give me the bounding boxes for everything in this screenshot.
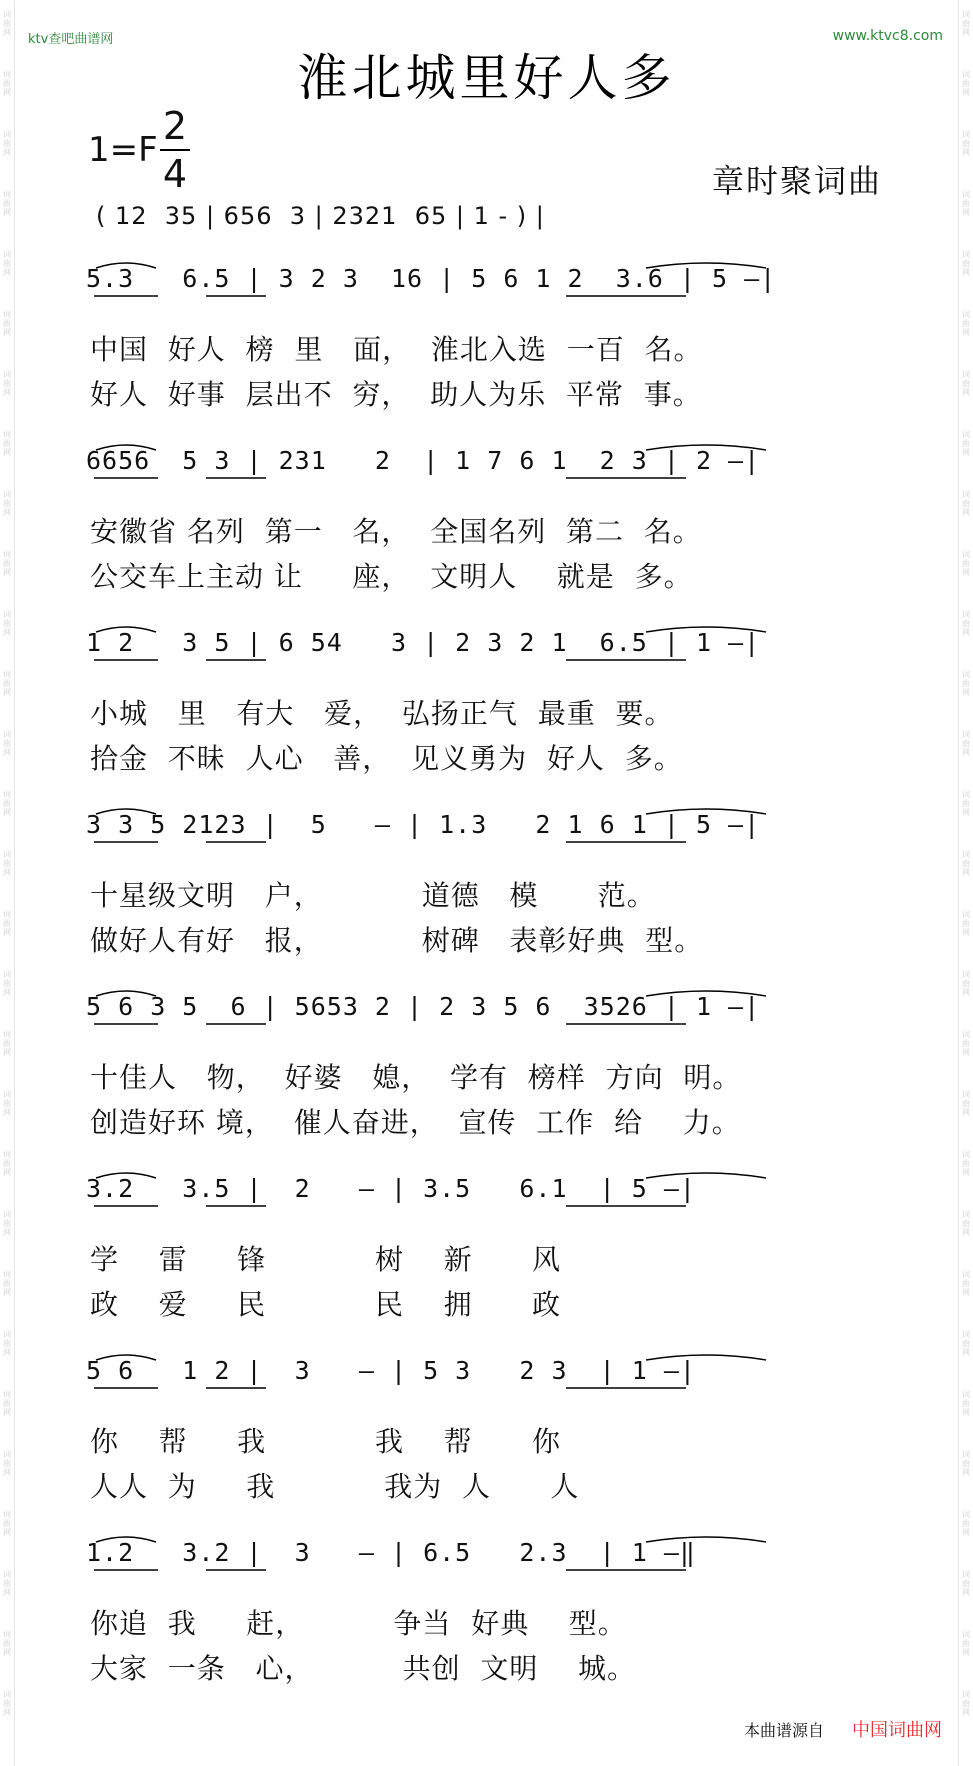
watermark-stamp: 词曲网 (3, 1630, 11, 1657)
watermark-stamp: 词曲网 (3, 1690, 11, 1717)
watermark-stamp: 词曲网 (962, 1090, 970, 1117)
watermark-stamp: 词曲网 (3, 310, 11, 337)
lyric-verse-1: 中国 好人 榜 里 面， 淮北入选 一百 名。 (90, 333, 703, 366)
lyric-verse-2: 公交车上主动 让 座， 文明人 就是 多。 (90, 560, 693, 593)
watermark-stamp: 词曲网 (3, 1270, 11, 1297)
watermark-stamp: 词曲网 (3, 1150, 11, 1177)
lyric-verse-2: 做好人有好 报， 树碑 表彰好典 型。 (90, 924, 704, 957)
time-denominator: 4 (162, 152, 188, 196)
left-margin-watermark (0, 0, 15, 1766)
lyric-verse-2: 大家 一条 心， 共创 文明 城。 (90, 1652, 637, 1685)
watermark-stamp: 词曲网 (962, 430, 970, 457)
watermark-stamp: 词曲网 (3, 910, 11, 937)
watermark-stamp: 词曲网 (3, 130, 11, 157)
watermark-stamp: 词曲网 (3, 370, 11, 397)
watermark-stamp: 词曲网 (3, 190, 11, 217)
watermark-stamp: 词曲网 (962, 730, 970, 757)
watermark-stamp: 词曲网 (3, 670, 11, 697)
watermark-stamp: 词曲网 (3, 1210, 11, 1237)
notation-row (86, 258, 906, 302)
lyric-verse-1: 学 雷 锋 树 新 风 (90, 1243, 562, 1276)
watermark-stamp: 词曲网 (3, 250, 11, 277)
lyric-verse-2: 拾金 不昧 人心 善， 见义勇为 好人 多。 (90, 742, 683, 775)
notation-row (86, 1168, 906, 1212)
watermark-stamp: 词曲网 (3, 1450, 11, 1477)
watermark-stamp: 词曲网 (962, 970, 970, 997)
time-bar (160, 149, 190, 151)
notation-row (86, 622, 906, 666)
watermark-stamp: 词曲网 (962, 610, 970, 637)
watermark-stamp: 词曲网 (962, 130, 970, 157)
lyric-verse-2: 人人 为 我 我为 人 人 (90, 1470, 580, 1503)
watermark-stamp: 词曲网 (962, 1510, 970, 1537)
lyric-verse-1: 你追 我 赶， 争当 好典 型。 (90, 1607, 627, 1640)
watermark-stamp: 词曲网 (962, 250, 970, 277)
watermark-stamp: 词曲网 (962, 70, 970, 97)
watermark-stamp: 词曲网 (962, 850, 970, 877)
watermark-stamp: 词曲网 (962, 1630, 970, 1657)
lyric-verse-1: 十星级文明 户， 道德 模 范。 (90, 879, 656, 912)
watermark-stamp: 词曲网 (3, 850, 11, 877)
watermark-stamp: 词曲网 (962, 490, 970, 517)
lyric-verse-1: 安徽省 名列 第一 名， 全国名列 第二 名。 (90, 515, 702, 548)
right-margin-watermark (958, 0, 973, 1766)
watermark-stamp: 词曲网 (962, 550, 970, 577)
notation-row (86, 1532, 906, 1576)
time-numerator: 2 (162, 104, 188, 148)
lyric-verse-2: 政 爱 民 民 拥 政 (90, 1288, 562, 1321)
watermark-stamp: 词曲网 (3, 970, 11, 997)
song-title: 淮北城里好人多 (297, 49, 676, 107)
watermark-stamp: 词曲网 (3, 10, 11, 37)
watermark-stamp: 词曲网 (962, 1210, 970, 1237)
watermark-stamp: 词曲网 (3, 1570, 11, 1597)
watermark-stamp: 词曲网 (3, 610, 11, 637)
watermark-stamp: 词曲网 (962, 1570, 970, 1597)
watermark-stamp: 词曲网 (962, 1030, 970, 1057)
notation-text: 5 6 3 5 6 | 5653 2 | 2 3 5 6 3526 | 1 —| (86, 992, 761, 1021)
watermark-stamp: 词曲网 (3, 730, 11, 757)
notation-text: 5 6 1 2 | 3 — | 5 3 2 3 | 1 —| (86, 1356, 696, 1385)
site-name-left: ktv查吧曲谱网 (28, 32, 114, 47)
watermark-stamp: 词曲网 (962, 1450, 970, 1477)
lyric-verse-1: 小城 里 有大 爱， 弘扬正气 最重 要。 (90, 697, 674, 730)
site-url-right: www.ktvc8.com (832, 28, 943, 44)
watermark-stamp: 词曲网 (962, 190, 970, 217)
watermark-stamp: 词曲网 (3, 1510, 11, 1537)
watermark-stamp: 词曲网 (3, 790, 11, 817)
watermark-stamp: 词曲网 (3, 70, 11, 97)
intro-notation: ( 12 35 | 656 3 | 2321 65 | 1 - ) | (96, 202, 545, 230)
watermark-stamp: 词曲网 (962, 1390, 970, 1417)
notation-row (86, 804, 906, 848)
watermark-stamp: 词曲网 (962, 1270, 970, 1297)
time-signature (160, 104, 190, 196)
watermark-stamp: 词曲网 (3, 490, 11, 517)
watermark-stamp: 词曲网 (962, 670, 970, 697)
notation-row (86, 1350, 906, 1394)
notation-text: 3.2 3.5 | 2 — | 3.5 6.1 | 5 —| (86, 1174, 696, 1203)
notation-text: 5.3 6.5 | 3 2 3 16 | 5 6 1 2 3.6 | 5 —| (86, 264, 777, 293)
watermark-stamp: 词曲网 (962, 310, 970, 337)
notation-row (86, 440, 906, 484)
source-brand: 中国词曲网 (852, 1720, 942, 1741)
watermark-stamp: 词曲网 (3, 1090, 11, 1117)
watermark-stamp: 词曲网 (962, 1150, 970, 1177)
notation-text: 3 3 5 2123 | 5 — | 1.3 2 1 6 1 | 5 —| (86, 810, 761, 839)
lyric-verse-2: 好人 好事 层出不 穷， 助人为乐 平常 事。 (90, 378, 702, 411)
notation-text: 6656 5 3 | 231 2 | 1 7 6 1 2 3 | 2 —| (86, 446, 761, 475)
watermark-stamp: 词曲网 (3, 430, 11, 457)
watermark-stamp: 词曲网 (3, 1030, 11, 1057)
watermark-stamp: 词曲网 (3, 1390, 11, 1417)
lyric-verse-2: 创造好环 境， 催人奋进， 宣传 工作 给 力。 (90, 1106, 741, 1139)
watermark-stamp: 词曲网 (962, 1690, 970, 1717)
notation-text: 1 2 3 5 | 6 54 3 | 2 3 2 1 6.5 | 1 —| (86, 628, 761, 657)
composer-credit: 章时聚词曲 (712, 162, 883, 200)
watermark-stamp: 词曲网 (962, 370, 970, 397)
watermark-stamp: 词曲网 (962, 910, 970, 937)
source-label: 本曲谱源自 (744, 1721, 825, 1740)
notation-text: 1.2 3.2 | 3 — | 6.5 2.3 | 1 —‖ (86, 1538, 696, 1567)
key-signature: 1=F (88, 130, 158, 170)
watermark-stamp: 词曲网 (3, 550, 11, 577)
notation-row (86, 986, 906, 1030)
watermark-stamp: 词曲网 (962, 790, 970, 817)
lyric-verse-1: 你 帮 我 我 帮 你 (90, 1425, 562, 1458)
lyric-verse-1: 十佳人 物， 好婆 媳， 学有 榜样 方向 明。 (90, 1061, 742, 1094)
watermark-stamp: 词曲网 (962, 1330, 970, 1357)
watermark-stamp: 词曲网 (962, 10, 970, 37)
watermark-stamp: 词曲网 (3, 1330, 11, 1357)
